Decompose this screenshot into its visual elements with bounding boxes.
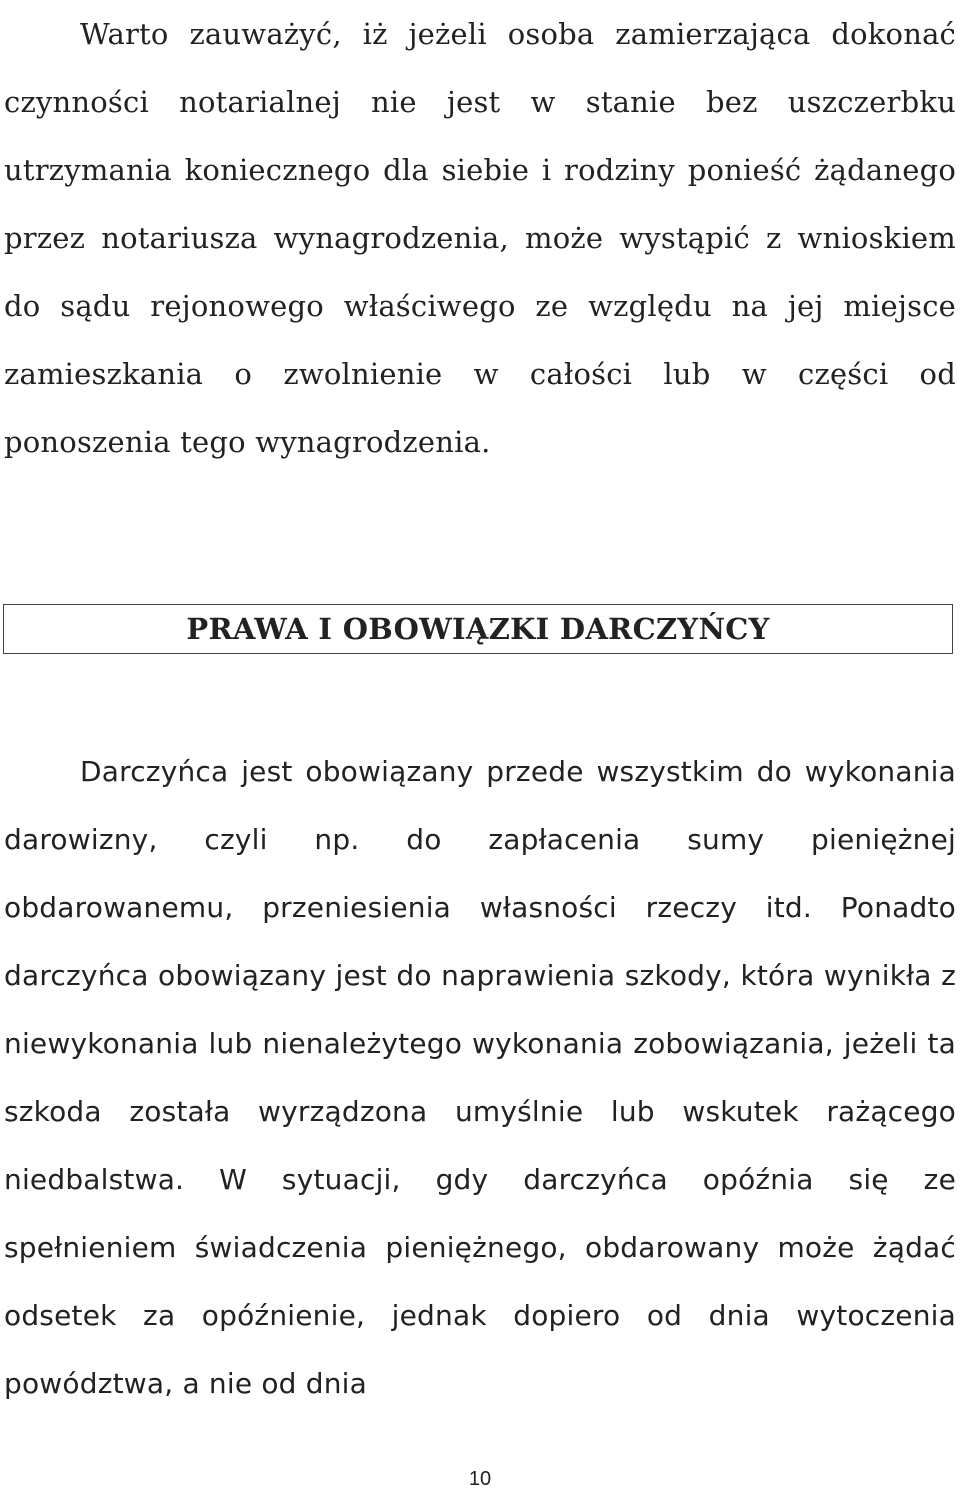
paragraph-notary-fee bbox=[4, 0, 956, 476]
paragraph-text: Warto zauważyć, iż jeżeli osoba zamierzająca dokonać czynności notarialnej nie jest w stanie bez uszczerbku utrzymania koniecznego dla siebie i rodziny ponieść żądanego przez notariusza wynagrodzenia, może wystąpić z wnioskiem do sądu rejonowego właściwego ze względu na jej miejsce zamieszkania o zwolnienie w całości lub w części od ponoszenia tego wynagrodzenia. bbox=[4, 17, 956, 459]
section-heading-box bbox=[3, 604, 953, 654]
page-number: 10 bbox=[468, 1468, 492, 1490]
paragraph-text: Darczyńca jest obowiązany przede wszystkim do wykonania darowizny, czyli np. do zapłacenia sumy pieniężnej obdarowanemu, przeniesienia własności rzeczy itd. Ponadto darczyńca obowiązany jest do naprawienia szkody, która wynikła z niewykonania lub nienależytego wykonania zobowiązania, jeżeli ta szkoda została wyrządzona umyślnie lub wskutek rażącego niedbalstwa. W sytuacji, gdy darczyńca opóźnia się ze spełnieniem świadczenia pieniężnego, obdarowany może żądać odsetek za opóźnienie, jednak dopiero od dnia wytoczenia powództwa, a nie od dnia bbox=[4, 755, 956, 1400]
paragraph-donor-duties bbox=[4, 738, 956, 1418]
section-heading: PRAWA I OBOWIĄZKI DARCZYŃCY bbox=[186, 612, 770, 646]
